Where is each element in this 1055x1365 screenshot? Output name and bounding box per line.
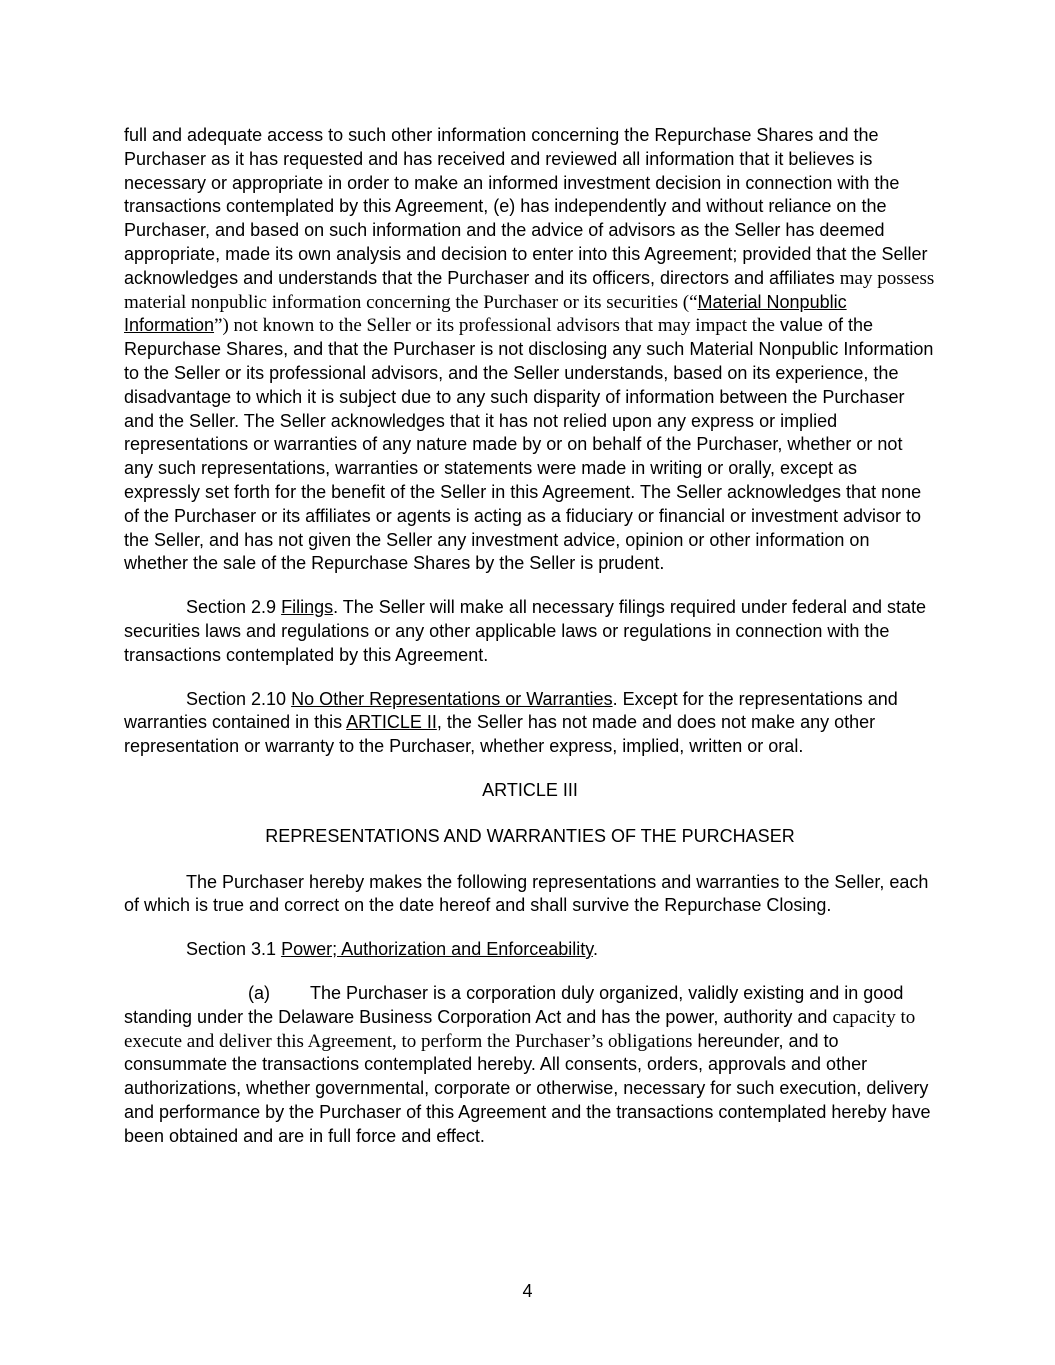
section-3-1-title: Power; Authorization and Enforceability bbox=[281, 939, 593, 960]
document-body bbox=[124, 124, 936, 1148]
clause-a-text-a: The Purchaser is a corporation duly organized, validly existing and in good standing under the Delaware Business Corporation Act and has the power, authority and bbox=[124, 982, 904, 1027]
section-2-9-title: Filings bbox=[281, 597, 334, 618]
article-heading: ARTICLE III bbox=[482, 779, 578, 800]
continuation-text-b: may possess material nonpublic information concerning the Purchaser or its securities (“ bbox=[124, 267, 935, 313]
page-number: 4 bbox=[522, 1281, 533, 1301]
section-3-1-punct: . bbox=[592, 939, 598, 960]
defined-term-material-nonpublic-information: Material Nonpublic Information bbox=[124, 291, 847, 336]
clause-a-text-c: hereunder, and to consummate the transactions contemplated hereby. All consents, orders, approvals and other authorizations, whether governmental, corporate or otherwise, necessary for such execution, delivery and performance by the Purchaser of this Agreement and the transactions contemplated hereby have been obtained and are in full force and effect. bbox=[124, 1030, 931, 1146]
clause-a-paragraph bbox=[124, 982, 936, 1149]
continuation-paragraph bbox=[124, 124, 936, 576]
continuation-text-c: ”) not known to the Seller or its professional advisors that may impact the bbox=[214, 315, 775, 337]
continuation-text-a: full and adequate access to such other information concerning the Repurchase Shares and the Purchaser as it has requested and has received and reviewed all information that it believes is necessary or appropriate in order to make an informed investment decision in connection with the transactions contemplated by this Agreement, (e) has independently and without reliance on the Purchaser, and based on such information and the advice of advisors as the Seller has deemed appropriate, made its own analysis and decision to enter into this Agreement; provided that the Seller acknowledges and understands that the Purchaser and its officers, directors and affiliates bbox=[124, 125, 928, 288]
section-2-10-text-a: . Except for the representations and warranties contained in this bbox=[124, 688, 898, 733]
article-ii-link[interactable]: ARTICLE II bbox=[346, 712, 437, 733]
clause-a-label: (a) bbox=[248, 982, 270, 1003]
section-2-10-title: No Other Representations or Warranties bbox=[291, 688, 613, 709]
clause-a-text-b: capacity to execute and deliver this Agreement, to perform the Purchaser’s obligations bbox=[124, 1006, 916, 1052]
section-2-10-paragraph bbox=[124, 688, 936, 759]
section-2-10-number: Section 2.10 bbox=[186, 688, 287, 709]
article-intro: The Purchaser hereby makes the following representations and warranties to the Seller, each of which is true and correct on the date hereof and shall survive the Repurchase Closing. bbox=[124, 871, 929, 916]
section-2-9-text: . The Seller will make all necessary filings required under federal and state securities laws and regulations or any other applicable laws or regulations in connection with the transactions contemplated by this Agreement. bbox=[124, 597, 927, 665]
section-2-9-number: Section 2.9 bbox=[186, 597, 277, 618]
section-2-10-text-b: , the Seller has not made and does not make any other representation or warranty to the Purchaser, whether express, implied, written or oral. bbox=[124, 712, 876, 757]
section-2-9-paragraph bbox=[124, 596, 936, 667]
section-3-1-number: Section 3.1 bbox=[186, 939, 277, 960]
section-3-1-heading bbox=[124, 938, 936, 962]
article-title: REPRESENTATIONS AND WARRANTIES OF THE PURCHASER bbox=[265, 825, 795, 846]
continuation-text-d: value of the Repurchase Shares, and that the Purchaser is not disclosing any such Material Nonpublic Information to the Seller or its professional advisors, and the Seller understands, based on its experience, the disadvantage to which it is subject due to any such disparity of information between the Purchaser and the Seller. The Seller acknowledges that it has not relied upon any express or implied representations or warranties of any nature made by or on behalf of the Purchaser, whether or not any such representations, warranties or statements were made in writing or orally, except as expressly set forth for the benefit of the Seller in this Agreement. The Seller acknowledges that none of the Purchaser or its affiliates or agents is acting as a fiduciary or financial or investment advisor to the Seller, and has not given the Seller any investment advice, opinion or other information on whether the sale of the Repurchase Shares by the Seller is prudent. bbox=[124, 315, 934, 574]
